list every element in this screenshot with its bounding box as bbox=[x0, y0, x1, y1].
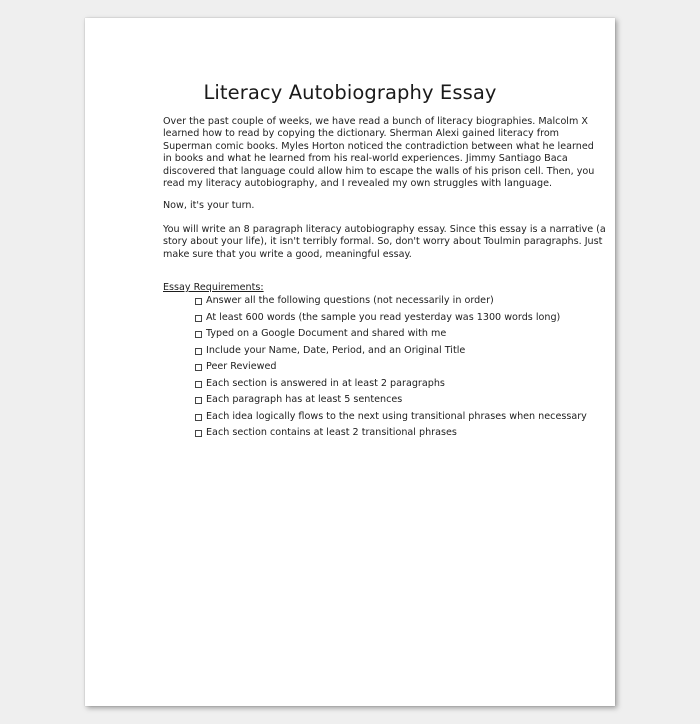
assignment-paragraph bbox=[163, 224, 606, 261]
requirement-text: Typed on a Google Document and shared with me bbox=[206, 328, 447, 339]
paragraph-line: make sure that you write a good, meaningful essay. bbox=[163, 248, 412, 260]
paragraph-line: Over the past couple of weeks, we have read a bunch of literacy biographies. Malcolm X bbox=[163, 116, 588, 127]
checkbox-icon bbox=[195, 397, 202, 404]
checkbox-icon bbox=[195, 414, 202, 421]
requirement-item bbox=[195, 328, 587, 345]
requirement-item bbox=[195, 361, 587, 378]
requirement-item bbox=[195, 427, 587, 444]
requirement-text: At least 600 words (the sample you read yesterday was 1300 words long) bbox=[206, 311, 561, 323]
paragraph-line: in books and what he learned from his real-world experiences. Jimmy Santiago Baca bbox=[163, 153, 568, 165]
document-page bbox=[85, 18, 615, 706]
requirement-text: Answer all the following questions (not necessarily in order) bbox=[206, 295, 494, 306]
requirement-text: Each section contains at least 2 transitional phrases bbox=[206, 427, 457, 438]
paragraph-line: Now, it's your turn. bbox=[163, 200, 255, 211]
paragraph-line: learned how to read by copying the dictionary. Sherman Alexi gained literacy from bbox=[163, 128, 560, 140]
intro-paragraph bbox=[163, 116, 595, 190]
paragraph-line: story about your life), it isn't terribly formal. So, don't worry about Toulmin paragraphs. Just bbox=[163, 236, 603, 248]
requirements-heading: Essay Requirements: bbox=[163, 282, 264, 293]
requirement-text: Peer Reviewed bbox=[206, 361, 277, 372]
paragraph-line: discovered that language could allow him to escape the walls of his prison cell. Then, you bbox=[163, 165, 595, 177]
requirement-item bbox=[195, 345, 587, 362]
requirement-text: Each section is answered in at least 2 paragraphs bbox=[206, 377, 445, 389]
checkbox-icon bbox=[195, 364, 202, 371]
requirement-item bbox=[195, 378, 587, 395]
checkbox-icon bbox=[195, 298, 202, 305]
checkbox-icon bbox=[195, 430, 202, 437]
requirement-text: Include your Name, Date, Period, and an Original Title bbox=[206, 344, 466, 356]
requirement-text: Each idea logically flows to the next using transitional phrases when necessary bbox=[206, 410, 587, 422]
turn-paragraph bbox=[163, 200, 541, 212]
paragraph-line: You will write an 8 paragraph literacy autobiography essay. Since this essay is a narrative (a bbox=[163, 224, 606, 235]
checkbox-icon bbox=[195, 381, 202, 388]
requirement-item bbox=[195, 312, 587, 329]
document-title: Literacy Autobiography Essay bbox=[203, 81, 497, 104]
checkbox-icon bbox=[195, 331, 202, 338]
paragraph-line: Superman comic books. Myles Horton noticed the contradiction between what he learned bbox=[163, 140, 594, 152]
requirement-item bbox=[195, 411, 587, 428]
requirement-text: Each paragraph has at least 5 sentences bbox=[206, 394, 403, 405]
checkbox-icon bbox=[195, 348, 202, 355]
requirement-item bbox=[195, 394, 587, 411]
checkbox-icon bbox=[195, 315, 202, 322]
requirement-item bbox=[195, 295, 587, 312]
paragraph-line: read my literacy autobiography, and I revealed my own struggles with language. bbox=[163, 178, 553, 190]
requirements-list bbox=[195, 295, 587, 444]
